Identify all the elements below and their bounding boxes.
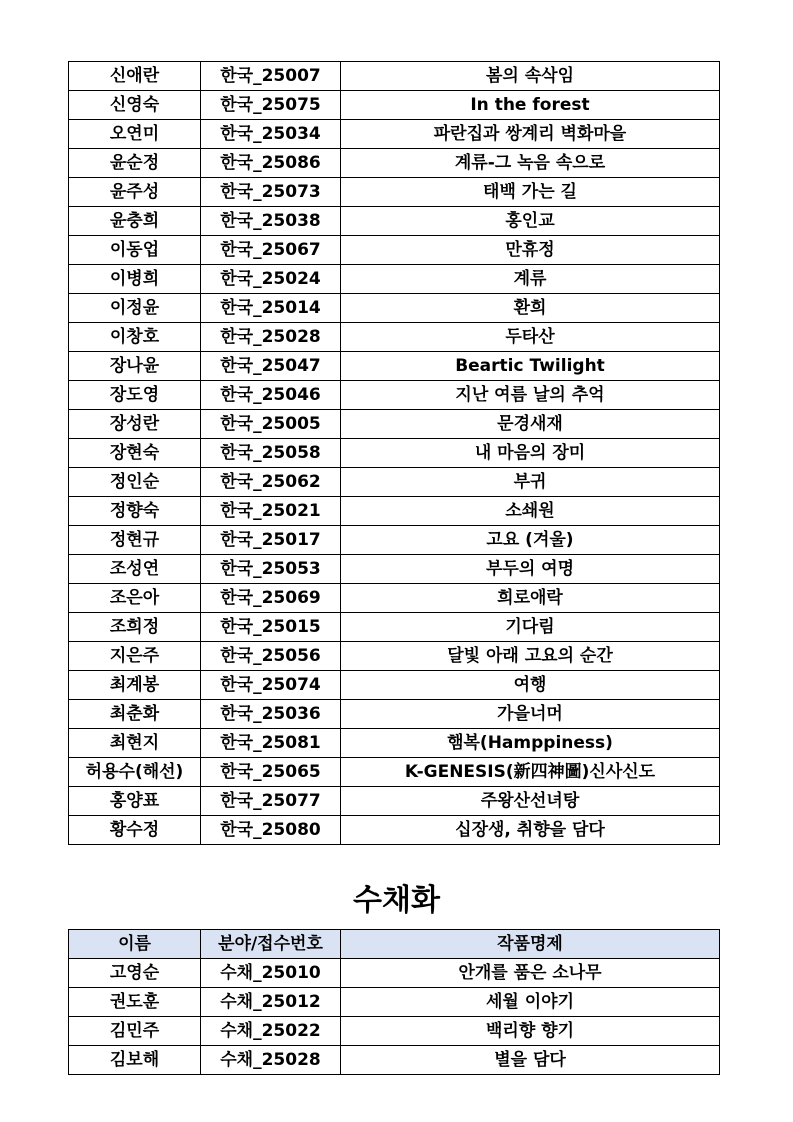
table-row [69, 555, 720, 584]
artist-name-cell: 조성연 [69, 555, 201, 584]
table-row [69, 787, 720, 816]
artist-name-cell: 조은아 [69, 584, 201, 613]
entry-code-cell: 한국_25074 [201, 671, 341, 700]
table-row [69, 1017, 720, 1046]
artist-name-cell: 신애란 [69, 62, 201, 91]
work-title-cell: 백리향 향기 [341, 1017, 720, 1046]
work-title-cell: 가을너머 [341, 700, 720, 729]
table-row [69, 642, 720, 671]
artist-name-cell: 정향숙 [69, 497, 201, 526]
artist-name-cell: 윤충희 [69, 207, 201, 236]
entry-code-cell: 한국_25077 [201, 787, 341, 816]
entry-code-cell: 한국_25038 [201, 207, 341, 236]
artist-name-cell: 홍양표 [69, 787, 201, 816]
artist-name-cell: 최현지 [69, 729, 201, 758]
table-row [69, 265, 720, 294]
work-title-cell: 별을 담다 [341, 1046, 720, 1075]
artist-name-cell: 황수정 [69, 816, 201, 845]
artist-name-cell: 이병희 [69, 265, 201, 294]
table-row [69, 959, 720, 988]
artist-name-cell: 이정윤 [69, 294, 201, 323]
entry-code-cell: 한국_25053 [201, 555, 341, 584]
entry-code-cell: 수채_25010 [201, 959, 341, 988]
table-row [69, 91, 720, 120]
entry-code-cell: 한국_25014 [201, 294, 341, 323]
table-row [69, 526, 720, 555]
entry-code-cell: 한국_25081 [201, 729, 341, 758]
artist-name-cell: 조희정 [69, 613, 201, 642]
work-title-cell: 희로애락 [341, 584, 720, 613]
table-row [69, 758, 720, 787]
entry-code-cell: 한국_25067 [201, 236, 341, 265]
entry-code-cell: 한국_25034 [201, 120, 341, 149]
table-row [69, 671, 720, 700]
entry-code-cell: 수채_25022 [201, 1017, 341, 1046]
entry-code-cell: 한국_25065 [201, 758, 341, 787]
artist-name-cell: 이동업 [69, 236, 201, 265]
table-row [69, 352, 720, 381]
work-title-cell: 세월 이야기 [341, 988, 720, 1017]
artist-name-cell: 지은주 [69, 642, 201, 671]
artist-name-cell: 오연미 [69, 120, 201, 149]
entry-code-cell: 한국_25056 [201, 642, 341, 671]
table-row [69, 120, 720, 149]
table-row [69, 178, 720, 207]
table-row [69, 294, 720, 323]
work-title-cell: 부두의 여명 [341, 555, 720, 584]
entry-code-cell: 한국_25047 [201, 352, 341, 381]
work-title-cell: 안개를 품은 소나무 [341, 959, 720, 988]
work-title-cell: 파란집과 쌍계리 벽화마을 [341, 120, 720, 149]
artist-name-cell: 장도영 [69, 381, 201, 410]
table-row [69, 207, 720, 236]
entry-code-cell: 한국_25028 [201, 323, 341, 352]
entry-code-cell: 수채_25028 [201, 1046, 341, 1075]
entry-code-cell: 한국_25069 [201, 584, 341, 613]
table-row [69, 323, 720, 352]
section-title: 수채화 [353, 883, 440, 918]
work-title-cell: K-GENESIS(新四神圖)신사신도 [341, 758, 720, 787]
work-title-cell: 고요 (겨울) [341, 526, 720, 555]
entry-code-cell: 한국_25075 [201, 91, 341, 120]
artist-name-cell: 허용수(해선) [69, 758, 201, 787]
table-row [69, 439, 720, 468]
table-row [69, 236, 720, 265]
entry-code-cell: 한국_25017 [201, 526, 341, 555]
table-header-row [69, 930, 720, 959]
work-title-cell: Beartic Twilight [341, 352, 720, 381]
table-row [69, 468, 720, 497]
work-title-cell: 계류 [341, 265, 720, 294]
artist-name-cell: 윤순정 [69, 149, 201, 178]
artist-name-cell: 장성란 [69, 410, 201, 439]
table-row [69, 149, 720, 178]
table-row [69, 729, 720, 758]
artist-name-cell: 장현숙 [69, 439, 201, 468]
entry-code-cell: 한국_25058 [201, 439, 341, 468]
korean-painting-table [68, 61, 720, 845]
table-row [69, 988, 720, 1017]
work-title-cell: 환희 [341, 294, 720, 323]
work-title-cell: 만휴정 [341, 236, 720, 265]
artist-name-cell: 김민주 [69, 1017, 201, 1046]
table-body [69, 959, 720, 1075]
work-title-cell: 내 마음의 장미 [341, 439, 720, 468]
table-body [69, 62, 720, 845]
entry-code-cell: 수채_25012 [201, 988, 341, 1017]
work-title-cell: 두타산 [341, 323, 720, 352]
artist-name-cell: 정인순 [69, 468, 201, 497]
entry-code-cell: 한국_25062 [201, 468, 341, 497]
work-title-cell: 소쇄원 [341, 497, 720, 526]
artist-name-cell: 정현규 [69, 526, 201, 555]
artist-name-cell: 최춘화 [69, 700, 201, 729]
entry-code-cell: 한국_25046 [201, 381, 341, 410]
work-title-cell: 햄복(Hamppiness) [341, 729, 720, 758]
artist-name-cell: 권도훈 [69, 988, 201, 1017]
entry-code-cell: 한국_25024 [201, 265, 341, 294]
work-title-cell: 달빛 아래 고요의 순간 [341, 642, 720, 671]
header-name: 이름 [69, 930, 201, 959]
header-code: 분야/접수번호 [201, 930, 341, 959]
artist-name-cell: 장나윤 [69, 352, 201, 381]
table-row [69, 62, 720, 91]
table-row [69, 816, 720, 845]
entry-code-cell: 한국_25086 [201, 149, 341, 178]
artist-name-cell: 고영순 [69, 959, 201, 988]
work-title-cell: 십장생, 취향을 담다 [341, 816, 720, 845]
entry-code-cell: 한국_25073 [201, 178, 341, 207]
header-title: 작품명제 [341, 930, 720, 959]
table-row [69, 381, 720, 410]
entry-code-cell: 한국_25005 [201, 410, 341, 439]
table-row [69, 700, 720, 729]
table-row [69, 497, 720, 526]
entry-code-cell: 한국_25080 [201, 816, 341, 845]
table-row [69, 584, 720, 613]
artist-name-cell: 최계봉 [69, 671, 201, 700]
artist-name-cell: 신영숙 [69, 91, 201, 120]
artist-name-cell: 김보해 [69, 1046, 201, 1075]
work-title-cell: 부귀 [341, 468, 720, 497]
entry-code-cell: 한국_25007 [201, 62, 341, 91]
entry-code-cell: 한국_25036 [201, 700, 341, 729]
artist-name-cell: 이창호 [69, 323, 201, 352]
entry-code-cell: 한국_25015 [201, 613, 341, 642]
work-title-cell: 주왕산선녀탕 [341, 787, 720, 816]
work-title-cell: In the forest [341, 91, 720, 120]
artist-name-cell: 윤주성 [69, 178, 201, 207]
work-title-cell: 지난 여름 날의 추억 [341, 381, 720, 410]
work-title-cell: 여행 [341, 671, 720, 700]
work-title-cell: 기다림 [341, 613, 720, 642]
table-row [69, 410, 720, 439]
work-title-cell: 태백 가는 길 [341, 178, 720, 207]
work-title-cell: 문경새재 [341, 410, 720, 439]
work-title-cell: 계류-그 녹음 속으로 [341, 149, 720, 178]
work-title-cell: 봄의 속삭임 [341, 62, 720, 91]
work-title-cell: 홍인교 [341, 207, 720, 236]
entry-code-cell: 한국_25021 [201, 497, 341, 526]
table-row [69, 1046, 720, 1075]
watercolor-table [68, 929, 720, 1075]
table-row [69, 613, 720, 642]
